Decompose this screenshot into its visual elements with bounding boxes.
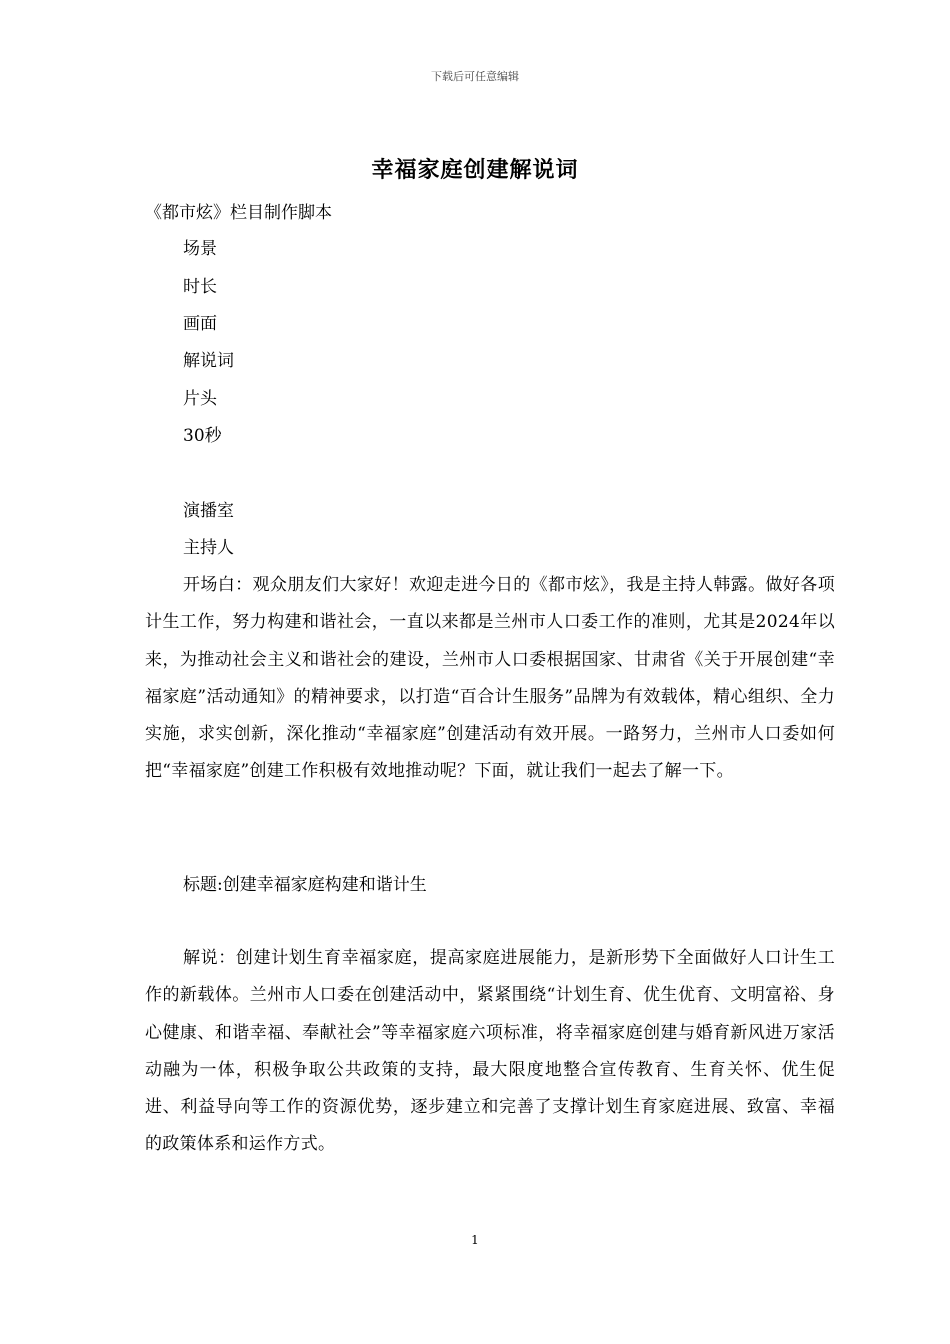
- field-scene: 场景: [183, 239, 217, 259]
- page-number: 1: [471, 1233, 479, 1247]
- section-title: 标题:创建幸福家庭构建和谐计生: [183, 875, 427, 895]
- document-subtitle: 《都市炫》栏目制作脚本: [145, 203, 332, 223]
- field-duration: 时长: [183, 277, 217, 297]
- field-narration: 解说词: [183, 351, 234, 371]
- studio-role: 主持人: [183, 538, 234, 558]
- field-intro: 片头: [183, 389, 217, 409]
- narration-paragraph: 解说：创建计划生育幸福家庭，提高家庭进展能力，是新形势下全面做好人口计生工作的新载体。兰州市人口委在创建活动中，紧紧围绕“计划生育、优生优育、文明富裕、身心健康、和谐幸福、奉献社会”等幸福家庭六项标准，将幸福家庭创建与婚育新风进万家活动融为一体，积极争取公共政策的支持，最大限度地整合宣传教育、生育关怀、优生促进、利益导向等工作的资源优势，逐步建立和完善了支撑计划生育家庭进展、致富、幸福的政策体系和运作方式。: [145, 948, 835, 1155]
- field-visual: 画面: [183, 314, 217, 334]
- document-title: 幸福家庭创建解说词: [371, 157, 579, 183]
- opening-paragraph: 开场白：观众朋友们大家好！欢迎走进今日的《都市炫》，我是主持人韩露。做好各项计生工作，努力构建和谐社会，一直以来都是兰州市人口委工作的准则，尤其是2024年以来，为推动社会主义和谐社会的建设，兰州市人口委根据国家、甘肃省《关于开展创建“幸福家庭”活动通知》的精神要求，以打造“百合计生服务”品牌为有效载体，精心组织、全力实施，求实创新，深化推动“幸福家庭”创建活动有效开展。一路努力，兰州市人口委如何把“幸福家庭”创建工作积极有效地推动呢？下面，就让我们一起去了解一下。: [145, 575, 835, 782]
- page-header-note: 下载后可任意编辑: [431, 70, 519, 83]
- field-intro-duration: 30秒: [183, 426, 222, 446]
- studio-location: 演播室: [183, 501, 234, 521]
